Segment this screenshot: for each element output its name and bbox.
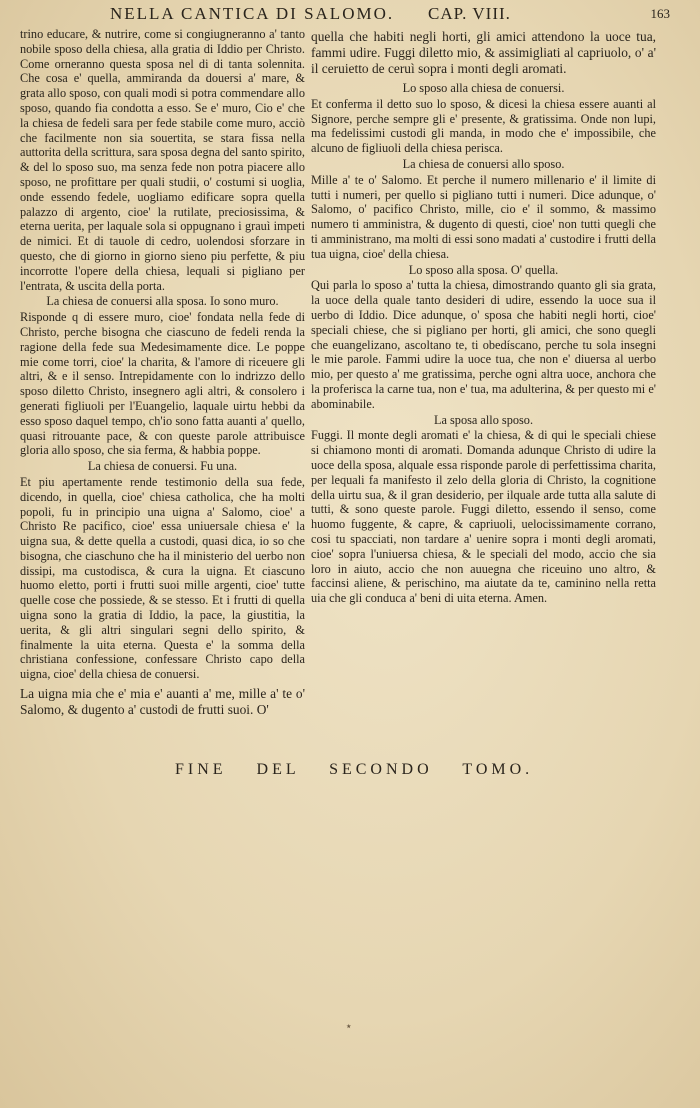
speaker-heading: Lo sposo alla chiesa de conuersi. [402,81,565,95]
commentary-paragraph: Et conferma il detto suo lo sposo, & dicesi la chiesa essere auanti al Signore, perche sempre gli e' presente, & gratissima. Onde non lupi, ma fedelissimi custodi gli manda, in modo che e' impossibile, che alcuno de figliuoli della chiesa perisca. [311,96,656,156]
speaker-heading: La chiesa de conuersi. Fu una. [87,459,238,474]
scripture-verse: quella che habiti negli horti, gli amici attendono la uoce tua, fammi udire. Fuggi diletto mio, & assimigliati al capriuolo, o' a' il ceruietto de ceruì sopra i monti degli aromati. [311,29,656,76]
speaker-heading: La chiesa de conuersi allo sposo. [402,156,565,171]
speaker-heading: Lo sposo alla sposa. O' quella. [408,262,559,277]
left-column [20,27,305,718]
commentary-paragraph: Mille a' te o' Salomo. Et perche il numero millenario e' il limite di tutti i numeri, per quello si pigliano tutti i numeri. Dice adunque, o' Salomo, o' pacifico Christo, mille, cio e' il sommo, & massimo numero ti amministra, & dugento di questi, cioe' non tutti quegli che ti amministrano, ma molti di essi sono madati a' custodire i frutti della tua uigna, cioe' della chiesa. [311,172,656,261]
running-header [110,4,670,28]
commentary-paragraph: Et piu apertamente rende testimonio della sua fede, dicendo, in quella, cioe' chiesa catholica, che ha molti popoli, fu in principio una uigna a' Salomo, cioe' a Christo Re pacifico, cioe' essa uniuersale chiesa e' la uigna sua, & dette quella a custodi, quasi dica, io so che bisogna, che ciaschuno che ha il ministerio del uerbo non dissipi, ma custodisca, & cura la uigna. Et ciascuno huomo eletto, porti i frutti suoi mille argenti, cioe' tutte quelle cose che possiede, & se stesso. Et i frutti di quella uigna sono la gratia di Iddio, la pace, la giustitia, la uerita, & gli altri singulari segni dello spirito, & finalmente la uita eterna. Questa e' la somma della christiana confessione, confessare Christo capo della uigna, cioe' della chiesa de conuersi. [20,474,305,682]
ink-blot-mark: ⋆ [345,1019,353,1033]
commentary-paragraph: Risponde q di essere muro, cioe' fondata nella fede di Christo, perche bisogna che ciascuno de fedeli renda la ragione della fede sua Medesimamente dice. Le poppe mie come torri, cioe' la charita, & l'amore di riceuere gli altri, & e il senso. Intrepidamente con lo indrizzo dello sposo diletto Christo, insegnero agli altri, & consolero i generati figliuoli per l'Euangelio, laquale uirtu hebbi da esso sposo daquel tempo, ch'io sono fatta auanti a' quello, quasi ritrouante pace, & con queste parole attribuisce gloria allo sposo, che sia ferma, & habbia poppe. [20,310,305,458]
commentary-paragraph: Fuggi. Il monte degli aromati e' la chiesa, & di qui le speciali chiese si chiamono monti di aromati. Domanda adunque Christo di udire la uoce della sposa, alquale essa risponde parole di perfettissima charita, per lequali fa manifesto il zelo della gloria di Christo, la cognitione della uirtu sua, & il gran desiderio, per ilquale arde tutta alla salute di tutti, & sono queste parole. Fuggi diletto, essendo il senso, come huomo fuggente, & capre, & capriuoli, uelocissimamente corrano, cosi tu spacciati, non tardare a' uenire sopra i monti degli aromati, cioe' sopra l'uniuersa chiesa, & le speciali del modo, accio che sia loro in aiuto, accio che non auuegna che riceuino uno altro, & faccinsi aliene, & perischino, ma aiutate da te, caminino nella retta uia che gli conduca a' beni di uita eterna. Amen. [311,428,656,606]
end-of-volume-line: FINE DEL SECONDO TOMO. [175,761,534,778]
right-column [311,27,656,606]
chapter-number: CAP. VIII. [428,4,511,23]
speaker-heading: La sposa allo sposo. [433,412,534,427]
folio-number: 163 [650,6,670,21]
commentary-paragraph: trino educare, & nutrire, come si congiugneranno a' tanto nobile sposo della chiesa, alla gratia di Iddio per Christo. Come orneranno questa sposa nel di di tanta solennita. Che cosa e' quella, ammiranda da douersi a' mare, & grata allo sposo, con quali modi si potra commendare allo sposo, quando fia condotta a esso. Se e' muro, Cio e' che la chiesa de fedeli sara per fede stabile come muro, acciò che facilmente non sia souertita, se stara fissa nella auttorita della scrittura, sara sposa degna del santo spirito, & del lo sposo suo, ma senza fede non potra piacere allo sposo, ne profittare per quali studii, o' costumi si uoglia, onde essendo fedele, uogliamo edificare sopra quella palazzo di argento, cioe' la rutilate, preciosissima, & eterna uerita, per laquale sola si oppugnano i grauì impeti de nimici. Et di tauole di cedro, uolendosi sforzare in questo, che di giorno in giorno sieno piu perfette, & piu incorrotte l'opere della chiesa, lequali si pigliano per l'entrata, & uscita della porta. [20,27,305,293]
commentary-paragraph: Qui parla lo sposo a' tutta la chiesa, dimostrando quanto gli sia grata, la uoce della quale tanto desideri di udire, essendo la uoce sua il uerbo di Iddio. Dice adunque, o' sposa che habiti negli horti, cioe' speciali chiese, che si pigliano per horti, gli amici, che sono quegli che euangelizano, ascoltano te, ti obedíscano, perche tu sola insegni le mie parole. Fammi udire la uoce tua, che non e' diuersa al uerbo mio, per questo a' me gratissima, perche ogni altra uoce, anchora che la proferisca la carne tua, non e' tua, ma adulterina, & per questo mi e' abominabile. [311,278,656,411]
speaker-heading: La chiesa de conuersi alla sposa. Io sono muro. [46,294,279,309]
running-title: NELLA CANTICA DI SALOMO. [110,4,395,23]
scripture-verse: La uigna mia che e' mia e' auanti a' me, mille a' te o' Salomo, & dugento a' custodi de frutti suoi. O' [20,686,305,718]
